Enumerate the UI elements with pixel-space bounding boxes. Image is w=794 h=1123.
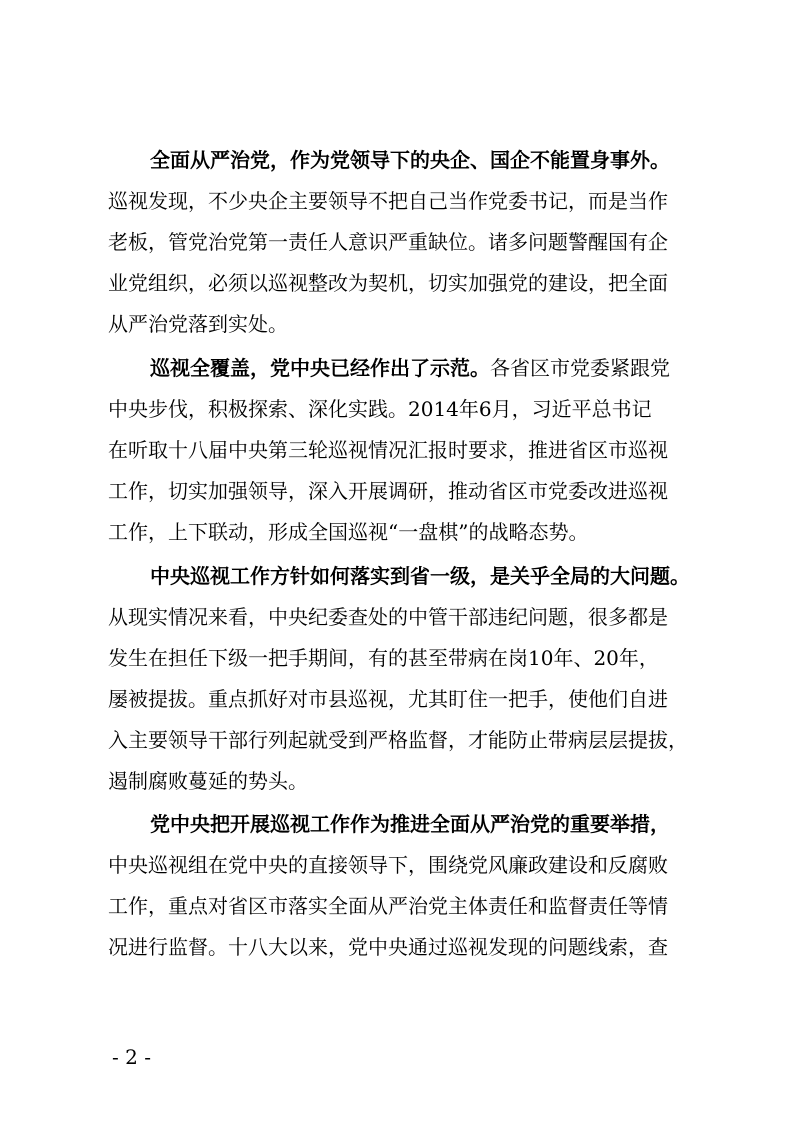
line-text: 工作，重点对省区市落实全面从严治党主体责任和监督责任等情 bbox=[108, 894, 668, 918]
paragraph-line bbox=[108, 766, 696, 796]
line-text: 巡视发现，不少央企主要领导不把自己当作党委书记，而是当作 bbox=[108, 189, 668, 213]
paragraph-line bbox=[108, 932, 696, 962]
paragraph-line bbox=[108, 394, 696, 424]
line-text: 中央巡视组在党中央的直接领导下，围绕党风廉政建设和反腐败 bbox=[108, 853, 668, 877]
line-text: 从现实情况来看，中央纪委查处的中管干部违纪问题，很多都是 bbox=[108, 605, 668, 629]
paragraph-line bbox=[108, 891, 696, 921]
paragraph-line bbox=[108, 643, 696, 673]
lead-sentence: 巡视全覆盖，党中央已经作出了示范。 bbox=[150, 356, 490, 380]
paragraph-line bbox=[108, 602, 696, 632]
paragraph-line bbox=[108, 309, 696, 339]
line-text: 在听取十八届中央第三轮巡视情况汇报时要求，推进省区市巡视 bbox=[108, 438, 668, 462]
line-text: 各省区市党委紧跟党 bbox=[490, 356, 670, 380]
line-text: 况进行监督。十八大以来，党中央通过巡视发现的问题线索，查 bbox=[108, 935, 668, 959]
line-text: 遏制腐败蔓延的势头。 bbox=[108, 769, 308, 793]
paragraph-line bbox=[108, 268, 696, 298]
line-text: 工作，切实加强领导，深入开展调研，推动省区市党委改进巡视 bbox=[108, 479, 668, 503]
paragraph-line bbox=[108, 435, 696, 465]
paragraph-line bbox=[108, 725, 696, 755]
paragraph-line bbox=[108, 517, 696, 547]
paragraph-line bbox=[108, 476, 696, 506]
paragraph-line bbox=[108, 850, 696, 880]
line-text: 从严治党落到实处。 bbox=[108, 312, 288, 336]
line-text: 工作，上下联动，形成全国巡视“一盘棋”的战略态势。 bbox=[108, 520, 589, 544]
paragraph-line bbox=[150, 353, 696, 383]
line-text: 业党组织，必须以巡视整改为契机，切实加强党的建设，把全面 bbox=[108, 271, 668, 295]
line-text: 中央步伐，积极探索、深化实践。2014年6月，习近平总书记 bbox=[108, 397, 652, 421]
paragraph-line bbox=[150, 809, 696, 839]
paragraph-line bbox=[108, 227, 696, 257]
lead-sentence: 党中央把开展巡视工作作为推进全面从严治党的重要举措， bbox=[150, 812, 670, 836]
paragraph-line bbox=[150, 561, 696, 591]
page-number: - 2 - bbox=[112, 1045, 151, 1069]
paragraph-line bbox=[108, 684, 696, 714]
lead-sentence: 中央巡视工作方针如何落实到省一级，是关乎全局的大问题。 bbox=[150, 564, 690, 588]
paragraph-line bbox=[150, 145, 696, 175]
line-text: 屡被提拔。重点抓好对市县巡视，尤其盯住一把手，使他们自进 bbox=[108, 687, 668, 711]
line-text: 入主要领导干部行列起就受到严格监督，才能防止带病层层提拔， bbox=[108, 728, 688, 752]
lead-sentence: 全面从严治党，作为党领导下的央企、国企不能置身事外。 bbox=[150, 148, 670, 172]
paragraph-line bbox=[108, 186, 696, 216]
line-text: 老板，管党治党第一责任人意识严重缺位。诸多问题警醒国有企 bbox=[108, 230, 668, 254]
line-text: 发生在担任下级一把手期间，有的甚至带病在岗10年、20年， bbox=[108, 646, 659, 670]
